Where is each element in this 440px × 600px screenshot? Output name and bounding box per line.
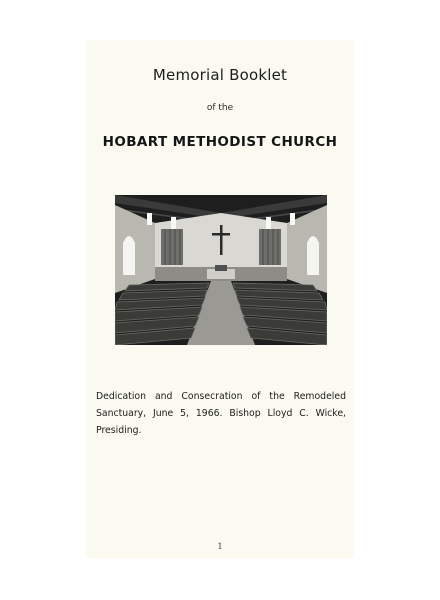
page-number: 1 bbox=[217, 542, 223, 551]
booklet-title: Memorial Booklet bbox=[152, 66, 288, 84]
dedication-caption: Dedication and Consecration of the Remodeled Sanctuary, June 5, 1966. Bishop Lloyd C. Wicke, Presiding. bbox=[96, 391, 346, 436]
church-name: HOBART METHODIST CHURCH bbox=[102, 134, 338, 150]
sanctuary-interior-photo bbox=[115, 195, 327, 345]
booklet-subtitle-of-the: of the bbox=[206, 103, 234, 113]
booklet-page bbox=[86, 40, 354, 558]
